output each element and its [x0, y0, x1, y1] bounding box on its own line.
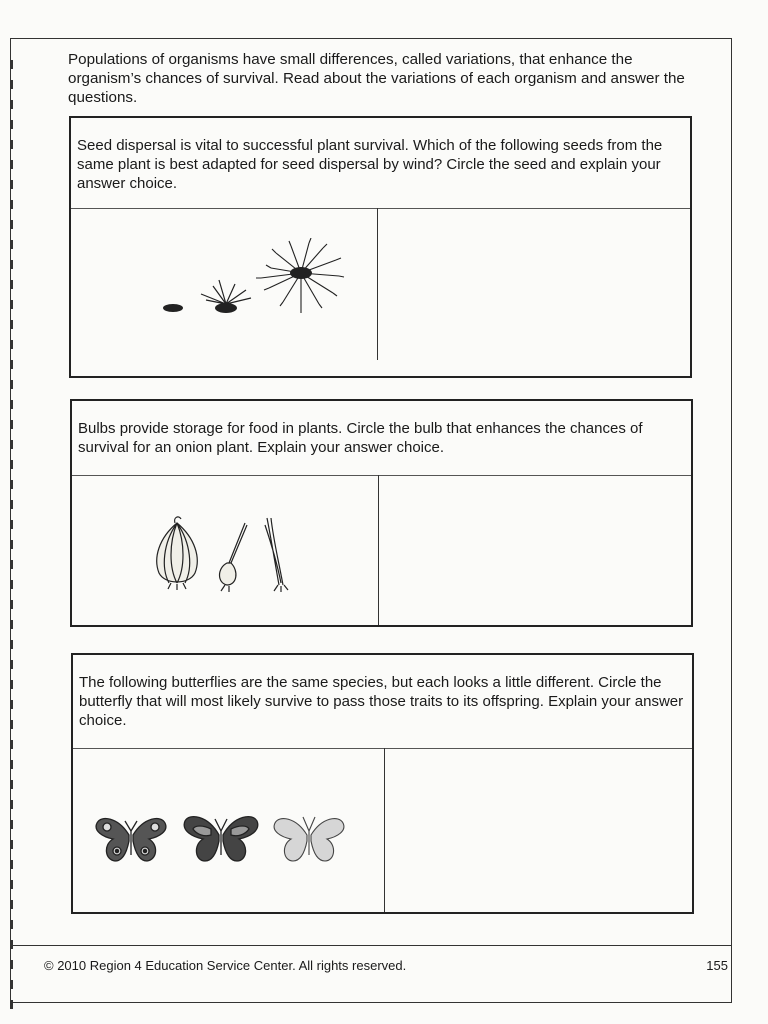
seed-illustration — [151, 238, 371, 328]
binding-mark — [10, 740, 13, 749]
binding-mark — [10, 460, 13, 469]
binding-mark — [10, 620, 13, 629]
question-3-prompt: The following butterflies are the same species, but each looks a little different. Circle the butterfly that will most likely survive to pass those traits to its offspring. Explain your answer choice. — [79, 674, 684, 729]
thin-onion-sprout-icon[interactable] — [265, 518, 288, 592]
question-3-divider — [73, 748, 692, 749]
binding-mark — [10, 280, 13, 289]
binding-mark — [10, 700, 13, 709]
butterfly-illustration — [93, 805, 353, 875]
binding-mark — [10, 200, 13, 209]
binding-mark — [10, 960, 13, 969]
binding-mark — [10, 140, 13, 149]
binding-mark — [10, 780, 13, 789]
binding-mark — [10, 340, 13, 349]
binding-mark — [10, 680, 13, 689]
question-3-box — [71, 653, 694, 914]
plain-seed-icon[interactable] — [163, 304, 183, 312]
intro-text: Populations of organisms have small differences, called variations, that enhance the organism’s chances of survival. Read about the variations of each organism and answer the questions. — [68, 51, 685, 106]
question-1-divider — [71, 208, 690, 209]
binding-mark — [10, 920, 13, 929]
question-2-divider — [72, 475, 691, 476]
binding-mark — [10, 480, 13, 489]
binding-mark — [10, 100, 13, 109]
binding-mark — [10, 260, 13, 269]
question-2-column-divider — [378, 475, 379, 625]
binding-mark — [10, 560, 13, 569]
small-onion-bulb-icon[interactable] — [220, 523, 248, 592]
binding-mark — [10, 500, 13, 509]
binding-mark — [10, 820, 13, 829]
binding-mark — [10, 1000, 13, 1009]
binding-mark — [10, 720, 13, 729]
question-1-column-divider — [377, 208, 378, 360]
binding-mark — [10, 220, 13, 229]
binding-mark — [10, 760, 13, 769]
binding-mark — [10, 240, 13, 249]
binding-mark — [10, 440, 13, 449]
binding-mark — [10, 300, 13, 309]
binding-mark — [10, 60, 13, 69]
binding-mark — [10, 180, 13, 189]
binding-mark — [10, 800, 13, 809]
bulb-illustration — [147, 513, 317, 603]
binding-mark — [10, 860, 13, 869]
large-onion-bulb-icon[interactable] — [157, 517, 198, 590]
binding-mark — [10, 580, 13, 589]
binding-mark — [10, 840, 13, 849]
binding-mark — [10, 640, 13, 649]
feathery-seed-icon[interactable] — [256, 238, 344, 313]
question-1-prompt: Seed dispersal is vital to successful plant survival. Which of the following seeds from the same plant is best adapted for seed dispersal by wind? Circle the seed and explain your answer choice. — [77, 137, 663, 192]
question-3-answer-area[interactable] — [386, 750, 692, 912]
binding-mark — [10, 420, 13, 429]
question-3-column-divider — [384, 748, 385, 912]
question-2-box — [70, 399, 693, 627]
binding-mark — [10, 900, 13, 909]
binding-mark — [10, 600, 13, 609]
question-2-answer-area[interactable] — [380, 477, 691, 625]
binding-mark — [10, 320, 13, 329]
tufted-seed-icon[interactable] — [201, 280, 251, 313]
dark-butterfly-icon[interactable] — [184, 817, 258, 861]
binding-mark — [10, 880, 13, 889]
binding-mark — [10, 360, 13, 369]
footer — [10, 945, 732, 973]
question-1-answer-area[interactable] — [379, 210, 690, 376]
binding-mark — [10, 660, 13, 669]
pale-butterfly-icon[interactable] — [274, 817, 344, 861]
footer-copyright: © 2010 Region 4 Education Service Center. All rights reserved. — [44, 958, 407, 973]
binding-mark — [10, 540, 13, 549]
binding-mark — [10, 160, 13, 169]
binding-mark — [10, 520, 13, 529]
binding-mark — [10, 80, 13, 89]
question-1-box — [69, 116, 692, 378]
spotted-butterfly-icon[interactable] — [96, 819, 166, 861]
question-2-prompt: Bulbs provide storage for food in plants. Circle the bulb that enhances the chances of survival for an onion plant. Explain your answer choice. — [78, 420, 643, 456]
binding-mark — [10, 380, 13, 389]
binding-mark — [10, 120, 13, 129]
binding-mark — [10, 400, 13, 409]
page-number: 155 — [706, 958, 728, 973]
binding-mark — [10, 980, 13, 989]
